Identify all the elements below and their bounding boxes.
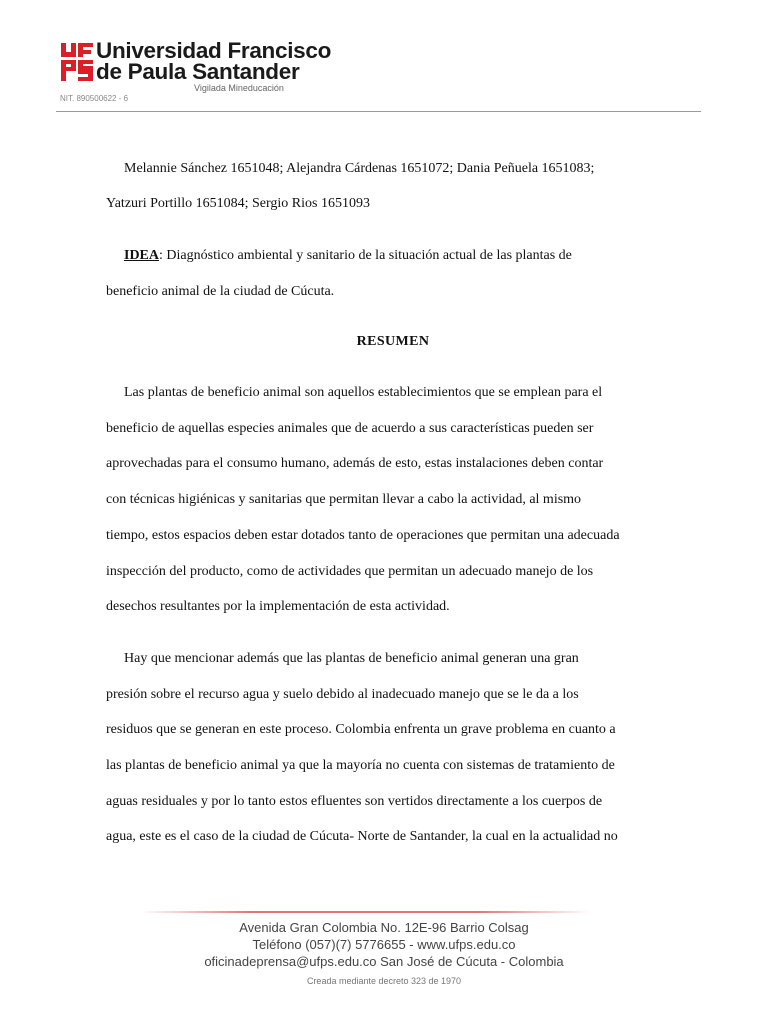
footer-divider bbox=[140, 911, 590, 913]
paragraph-1-line: inspección del producto, como de actividades que permitan un adecuado manejo de los bbox=[106, 564, 594, 579]
vigilada-label: Vigilada Mineducación bbox=[194, 83, 284, 93]
footer-email: oficinadeprensa@ufps.edu.co San José de Cúcuta - Colombia bbox=[204, 954, 564, 969]
authors-line-1: Melannie Sánchez 1651048; Alejandra Cárdenas 1651072; Dania Peñuela 1651083; bbox=[124, 161, 595, 176]
idea-text: : Diagnóstico ambiental y sanitario de la situación actual de las plantas de bbox=[159, 248, 572, 263]
paragraph-2-line: presión sobre el recurso agua y suelo debido al inadecuado manejo que se le da a los bbox=[106, 687, 579, 702]
paragraph-1-line: Las plantas de beneficio animal son aquellos establecimientos que se emplean para el bbox=[124, 385, 603, 400]
authors-line-2: Yatzuri Portillo 1651084; Sergio Rios 1651093 bbox=[106, 196, 370, 211]
paragraph-2-line: Hay que mencionar además que las plantas de beneficio animal generan una gran bbox=[124, 651, 579, 666]
header-divider bbox=[56, 111, 701, 112]
paragraph-2-line: residuos que se generan en este proceso. Colombia enfrenta un grave problema en cuanto a bbox=[106, 722, 616, 737]
paragraph-1-line: con técnicas higiénicas y sanitarias que permitan llevar a cabo la actividad, al mismo bbox=[106, 492, 582, 507]
university-name bbox=[96, 40, 331, 82]
idea-label: IDEA bbox=[124, 248, 160, 263]
paragraph-1-line: desechos resultantes por la implementación de esta actividad. bbox=[106, 599, 450, 614]
university-name-line2: de Paula Santander bbox=[96, 59, 300, 84]
paragraph-1-line: aprovechadas para el consumo humano, además de esto, estas instalaciones deben contar bbox=[106, 456, 604, 471]
paragraph-1-line: tiempo, estos espacios deben estar dotados tanto de operaciones que permitan una adecuada bbox=[106, 528, 620, 543]
footer-decree: Creada mediante decreto 323 de 1970 bbox=[306, 976, 462, 986]
footer-phone: Teléfono (057)(7) 5776655 - www.ufps.edu.co bbox=[252, 937, 516, 952]
letterhead bbox=[56, 40, 706, 100]
paragraph-2-line: agua, este es el caso de la ciudad de Cúcuta- Norte de Santander, la cual en la actualidad no bbox=[106, 829, 618, 844]
paragraph-2-line: aguas residuales y por lo tanto estos efluentes son vertidos directamente a los cuerpos de bbox=[106, 794, 603, 809]
idea-line-1 bbox=[124, 248, 572, 264]
paragraph-1-line: beneficio de aquellas especies animales que de acuerdo a sus características pueden ser bbox=[106, 421, 594, 436]
footer-address: Avenida Gran Colombia No. 12E-96 Barrio Colsag bbox=[239, 920, 529, 935]
ufps-logo-icon bbox=[60, 42, 94, 82]
idea-line-2: beneficio animal de la ciudad de Cúcuta. bbox=[106, 284, 335, 299]
university-name-line1: Universidad Francisco bbox=[96, 38, 332, 63]
section-title-resumen: RESUMEN bbox=[356, 334, 430, 349]
paragraph-2-line: las plantas de beneficio animal ya que la mayoría no cuenta con sistemas de tratamiento de bbox=[106, 758, 615, 773]
nit-label: NIT. 890500622 - 6 bbox=[60, 94, 129, 103]
